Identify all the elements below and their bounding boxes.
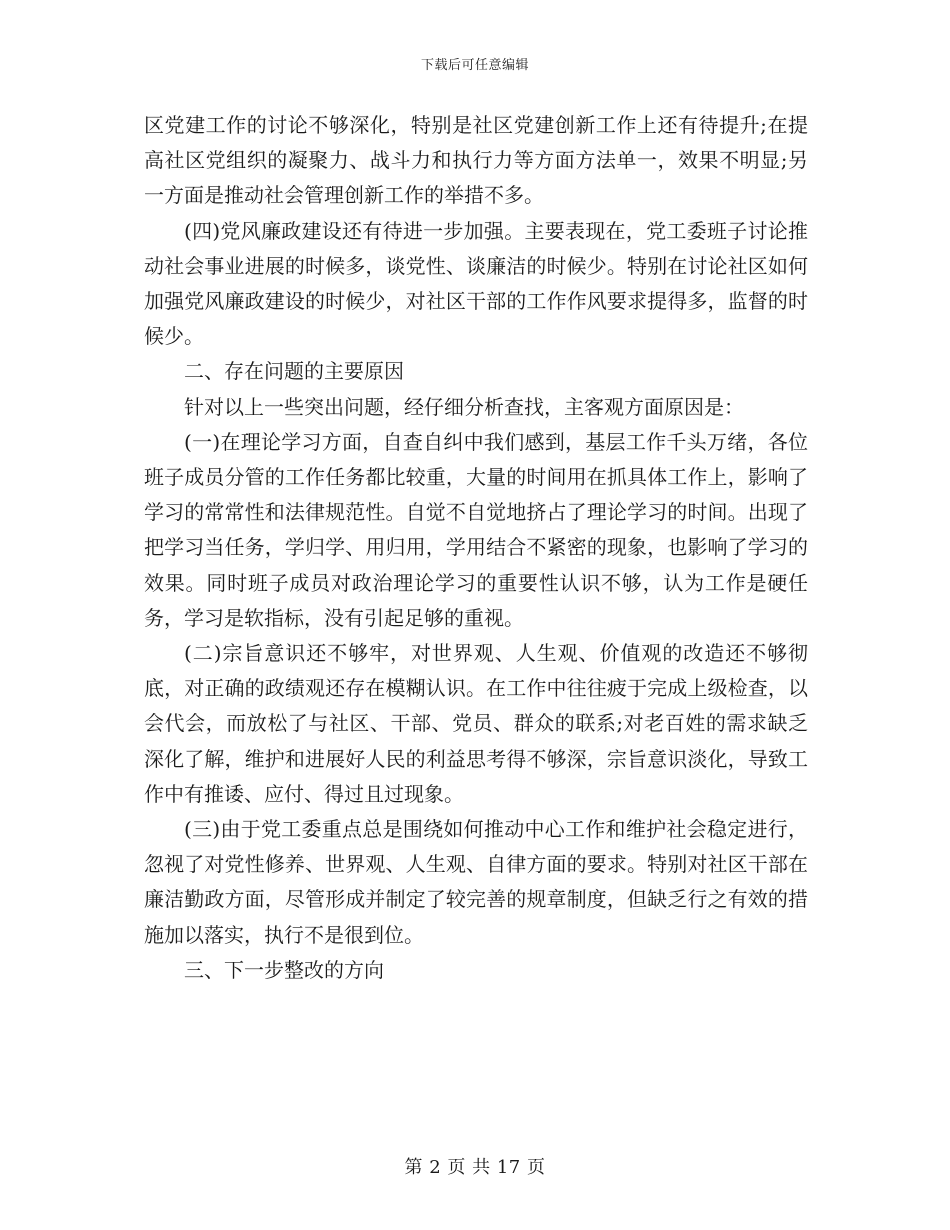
paragraph-continuation: 区党建工作的讨论不够深化，特别是社区党建创新工作上还有待提升;在提高社区党组织的凝聚力、战斗力和执行力等方面方法单一，效果不明显;另一方面是推动社会管理创新工作的举措不多。 [144, 113, 808, 208]
paragraph-cause-one: (一)在理论学习方面，自查自纠中我们感到，基层工作千头万绪，各位班子成员分管的工作任务都比较重，大量的时间用在抓具体工作上，影响了学习的常常性和法律规范性。自觉不自觉地挤占了理论学习的时间。出现了把学习当任务，学归学、用归用，学用结合不紧密的现象，也影响了学习的效果。同时班子成员对政治理论学习的重要性认识不够，认为工作是硬任务，学习是软指标，没有引起足够的重视。 [144, 429, 808, 630]
section-heading-next-steps: 三、下一步整改的方向 [184, 957, 384, 982]
paragraph-cause-three: (三)由于党工委重点总是围绕如何推动中心工作和维护社会稳定进行，忽视了对党性修养、世界观、人生观、自律方面的要求。特别对社区干部在廉洁勤政方面，尽管形成并制定了较完善的规章制度，但缺乏行之有效的措施加以落实，执行不是很到位。 [144, 817, 808, 947]
page-header: 下载后可任意编辑 [420, 58, 529, 73]
section-heading-causes: 二、存在问题的主要原因 [184, 359, 404, 384]
paragraph-intro-causes: 针对以上一些突出问题，经仔细分析查找，主客观方面原因是： [184, 394, 744, 419]
paragraph-cause-two: (二)宗旨意识还不够牢，对世界观、人生观、价值观的改造还不够彻底，对正确的政绩观还存在模糊认识。在工作中往往疲于完成上级检查，以会代会，而放松了与社区、干部、党员、群众的联系;对老百姓的需求缺乏深化了解，维护和进展好人民的利益思考得不够深，宗旨意识淡化，导致工作中有推诿、应付、得过且过现象。 [144, 641, 808, 806]
paragraph-section-four: (四)党风廉政建设还有待进一步加强。主要表现在，党工委班子讨论推动社会事业进展的时候多，谈党性、谈廉洁的时候少。特别在讨论社区如何加强党风廉政建设的时候少，对社区干部的工作作风要求提得多，监督的时候少。 [144, 218, 808, 349]
page-number: 第 2 页 共 17 页 [404, 1157, 546, 1178]
document-body [144, 108, 808, 988]
